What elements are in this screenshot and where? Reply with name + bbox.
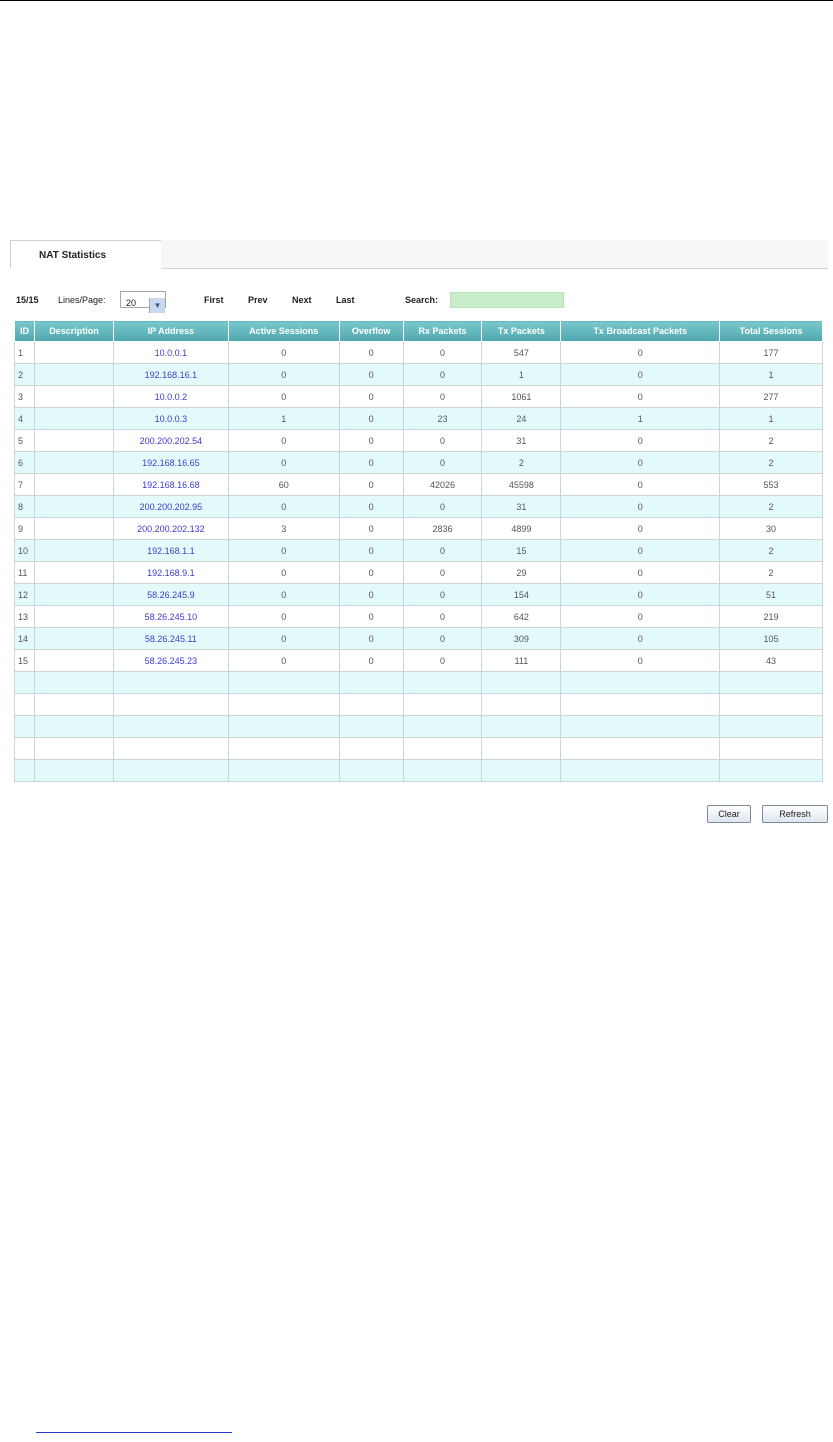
table-row	[15, 518, 823, 540]
table-row	[15, 584, 823, 606]
cell-tx-packets: 29	[482, 562, 561, 584]
cell-tx-broadcast-packets: 0	[561, 540, 720, 562]
cell-tx-broadcast-packets	[561, 694, 720, 716]
cell-tx-broadcast-packets: 0	[561, 496, 720, 518]
cell-tx-broadcast-packets: 0	[561, 606, 720, 628]
cell-tx-packets: 1061	[482, 386, 561, 408]
cell-overflow: 0	[339, 584, 403, 606]
cell-tx-packets: 31	[482, 430, 561, 452]
search-label: Search:	[405, 295, 439, 305]
cell-tx-packets: 4899	[482, 518, 561, 540]
table-row	[15, 540, 823, 562]
cell-rx-packets: 0	[403, 606, 482, 628]
cell-total-sessions: 2	[720, 452, 823, 474]
table-row	[15, 364, 823, 386]
ip-address-link[interactable]: 200.200.202.54	[113, 430, 228, 452]
column-header-tx-packets[interactable]: Tx Packets	[482, 321, 561, 342]
cell-overflow: 0	[339, 518, 403, 540]
cell-total-sessions: 30	[720, 518, 823, 540]
cell-overflow: 0	[339, 562, 403, 584]
column-header-ip-address[interactable]: IP Address	[113, 321, 228, 342]
first-page-link[interactable]: First	[204, 295, 224, 305]
cell-active-sessions: 0	[228, 342, 339, 364]
cell-tx-broadcast-packets: 0	[561, 518, 720, 540]
cell-tx-packets: 111	[482, 650, 561, 672]
cell-id	[15, 694, 35, 716]
cell-total-sessions: 2	[720, 562, 823, 584]
cell-id: 4	[15, 408, 35, 430]
cell-tx-broadcast-packets: 1	[561, 408, 720, 430]
cell-tx-broadcast-packets: 0	[561, 650, 720, 672]
cell-rx-packets: 0	[403, 386, 482, 408]
cell-tx-broadcast-packets: 0	[561, 474, 720, 496]
cell-tx-packets: 1	[482, 364, 561, 386]
cell-overflow: 0	[339, 364, 403, 386]
cell-total-sessions	[720, 716, 823, 738]
cell-tx-packets: 15	[482, 540, 561, 562]
cell-ip-address	[113, 738, 228, 760]
cell-overflow	[339, 694, 403, 716]
cell-id: 14	[15, 628, 35, 650]
cell-total-sessions	[720, 694, 823, 716]
tab-nat-statistics[interactable]: NAT Statistics	[10, 240, 162, 269]
table-row	[15, 694, 823, 716]
cell-overflow	[339, 672, 403, 694]
cell-rx-packets: 0	[403, 430, 482, 452]
table-row	[15, 408, 823, 430]
cell-rx-packets	[403, 716, 482, 738]
ip-address-link[interactable]: 58.26.245.23	[113, 650, 228, 672]
cell-id: 11	[15, 562, 35, 584]
cell-description	[34, 408, 113, 430]
cell-description	[34, 452, 113, 474]
cell-overflow	[339, 760, 403, 782]
table-row	[15, 760, 823, 782]
table-row	[15, 672, 823, 694]
cell-active-sessions	[228, 716, 339, 738]
cell-id: 7	[15, 474, 35, 496]
cell-tx-broadcast-packets: 0	[561, 386, 720, 408]
cell-total-sessions	[720, 738, 823, 760]
cell-id	[15, 672, 35, 694]
cell-tx-broadcast-packets: 0	[561, 628, 720, 650]
cell-description	[34, 364, 113, 386]
cell-active-sessions: 60	[228, 474, 339, 496]
cell-active-sessions: 0	[228, 650, 339, 672]
cell-description	[34, 628, 113, 650]
cell-rx-packets: 42026	[403, 474, 482, 496]
ip-address-link[interactable]: 192.168.9.1	[113, 562, 228, 584]
cell-active-sessions	[228, 694, 339, 716]
cell-active-sessions: 0	[228, 386, 339, 408]
cell-description	[34, 694, 113, 716]
cell-active-sessions: 0	[228, 628, 339, 650]
tab-strip	[161, 240, 828, 268]
cell-id: 8	[15, 496, 35, 518]
ip-address-link[interactable]: 200.200.202.132	[113, 518, 228, 540]
cell-active-sessions: 0	[228, 584, 339, 606]
search-input[interactable]	[450, 292, 564, 308]
cell-active-sessions: 0	[228, 364, 339, 386]
cell-overflow: 0	[339, 496, 403, 518]
cell-total-sessions: 177	[720, 342, 823, 364]
cell-rx-packets	[403, 694, 482, 716]
lines-per-page-value: 20	[126, 298, 137, 308]
ip-address-link[interactable]: 192.168.16.65	[113, 452, 228, 474]
cell-ip-address	[113, 694, 228, 716]
table-row	[15, 452, 823, 474]
column-header-rx-packets[interactable]: Rx Packets	[403, 321, 482, 342]
cell-total-sessions: 2	[720, 496, 823, 518]
cell-total-sessions: 553	[720, 474, 823, 496]
ip-address-link[interactable]: 10.0.0.3	[113, 408, 228, 430]
table-row	[15, 606, 823, 628]
cell-description	[34, 342, 113, 364]
cell-tx-packets	[482, 694, 561, 716]
cell-description	[34, 386, 113, 408]
cell-rx-packets: 0	[403, 584, 482, 606]
cell-active-sessions	[228, 672, 339, 694]
cell-tx-packets: 31	[482, 496, 561, 518]
cell-id	[15, 716, 35, 738]
table-row	[15, 430, 823, 452]
table-row	[15, 716, 823, 738]
ip-address-link[interactable]: 192.168.16.68	[113, 474, 228, 496]
cell-tx-broadcast-packets	[561, 738, 720, 760]
cell-active-sessions	[228, 760, 339, 782]
cell-tx-packets	[482, 672, 561, 694]
cell-rx-packets: 0	[403, 650, 482, 672]
ip-address-link[interactable]: 10.0.0.1	[113, 342, 228, 364]
cell-description	[34, 760, 113, 782]
cell-overflow: 0	[339, 650, 403, 672]
cell-ip-address	[113, 672, 228, 694]
refresh-button[interactable]: Refresh	[762, 805, 828, 823]
cell-total-sessions: 2	[720, 430, 823, 452]
cell-tx-packets	[482, 738, 561, 760]
column-header-tx-broadcast-packets[interactable]: Tx Broadcast Packets	[561, 321, 720, 342]
cell-total-sessions: 1	[720, 408, 823, 430]
prev-page-link[interactable]: Prev	[248, 295, 268, 305]
cell-tx-packets: 2	[482, 452, 561, 474]
cell-rx-packets: 0	[403, 342, 482, 364]
cell-description	[34, 562, 113, 584]
cell-tx-broadcast-packets: 0	[561, 430, 720, 452]
cell-description	[34, 430, 113, 452]
cell-description	[34, 474, 113, 496]
table-header-row	[15, 321, 823, 342]
cell-overflow: 0	[339, 386, 403, 408]
cell-rx-packets: 0	[403, 562, 482, 584]
chevron-down-icon[interactable]: ▼	[149, 298, 165, 313]
cell-id: 9	[15, 518, 35, 540]
cell-active-sessions: 1	[228, 408, 339, 430]
cell-id: 6	[15, 452, 35, 474]
cell-rx-packets	[403, 738, 482, 760]
cell-total-sessions: 43	[720, 650, 823, 672]
ip-address-link[interactable]: 200.200.202.95	[113, 496, 228, 518]
table-row	[15, 496, 823, 518]
cell-overflow: 0	[339, 540, 403, 562]
cell-description	[34, 606, 113, 628]
cell-rx-packets: 23	[403, 408, 482, 430]
cell-total-sessions	[720, 760, 823, 782]
cell-total-sessions	[720, 672, 823, 694]
cell-total-sessions: 1	[720, 364, 823, 386]
table-row	[15, 474, 823, 496]
nat-statistics-panel	[10, 240, 830, 820]
pagination-toolbar	[16, 289, 828, 311]
cell-id: 2	[15, 364, 35, 386]
cell-rx-packets: 0	[403, 496, 482, 518]
table-row	[15, 628, 823, 650]
cell-id: 12	[15, 584, 35, 606]
lines-per-page-select[interactable]	[120, 291, 166, 308]
lines-per-page-label: Lines/Page:	[58, 295, 106, 305]
cell-description	[34, 650, 113, 672]
cell-id: 3	[15, 386, 35, 408]
cell-tx-broadcast-packets	[561, 716, 720, 738]
tab-bar	[10, 240, 828, 269]
cell-rx-packets: 0	[403, 364, 482, 386]
cell-rx-packets: 0	[403, 452, 482, 474]
cell-id: 10	[15, 540, 35, 562]
cell-id: 13	[15, 606, 35, 628]
cell-tx-broadcast-packets	[561, 672, 720, 694]
ip-address-link[interactable]: 10.0.0.2	[113, 386, 228, 408]
table-row	[15, 386, 823, 408]
cell-total-sessions: 277	[720, 386, 823, 408]
cell-total-sessions: 2	[720, 540, 823, 562]
cell-ip-address	[113, 760, 228, 782]
cell-overflow: 0	[339, 474, 403, 496]
cell-tx-packets: 547	[482, 342, 561, 364]
cell-overflow: 0	[339, 408, 403, 430]
cell-id: 15	[15, 650, 35, 672]
cell-active-sessions: 0	[228, 562, 339, 584]
cell-tx-broadcast-packets	[561, 760, 720, 782]
next-page-link[interactable]: Next	[292, 295, 312, 305]
cell-description	[34, 518, 113, 540]
cell-id: 1	[15, 342, 35, 364]
cell-total-sessions: 51	[720, 584, 823, 606]
cell-id: 5	[15, 430, 35, 452]
cell-overflow: 0	[339, 452, 403, 474]
ip-address-link[interactable]: 192.168.16.1	[113, 364, 228, 386]
table-row	[15, 562, 823, 584]
cell-description	[34, 672, 113, 694]
cell-id	[15, 760, 35, 782]
cell-tx-packets: 154	[482, 584, 561, 606]
cell-total-sessions: 219	[720, 606, 823, 628]
cell-tx-packets: 309	[482, 628, 561, 650]
cell-total-sessions: 105	[720, 628, 823, 650]
cell-tx-packets	[482, 760, 561, 782]
ip-address-link[interactable]: 58.26.245.11	[113, 628, 228, 650]
last-page-link[interactable]: Last	[336, 295, 355, 305]
column-header-active-sessions[interactable]: Active Sessions	[228, 321, 339, 342]
clear-button[interactable]: Clear	[707, 805, 751, 823]
ip-address-link[interactable]: 192.168.1.1	[113, 540, 228, 562]
cell-overflow: 0	[339, 430, 403, 452]
table-row	[15, 738, 823, 760]
cell-tx-packets: 24	[482, 408, 561, 430]
cell-tx-broadcast-packets: 0	[561, 342, 720, 364]
ip-address-link[interactable]: 58.26.245.10	[113, 606, 228, 628]
cell-overflow	[339, 738, 403, 760]
cell-rx-packets	[403, 760, 482, 782]
table-row	[15, 650, 823, 672]
cell-active-sessions	[228, 738, 339, 760]
cell-overflow: 0	[339, 628, 403, 650]
cell-tx-packets: 642	[482, 606, 561, 628]
column-header-overflow[interactable]: Overflow	[339, 321, 403, 342]
cell-tx-broadcast-packets: 0	[561, 452, 720, 474]
cell-description	[34, 716, 113, 738]
table-row	[15, 342, 823, 364]
cell-tx-packets	[482, 716, 561, 738]
cell-active-sessions: 0	[228, 606, 339, 628]
cell-rx-packets: 2836	[403, 518, 482, 540]
cell-tx-broadcast-packets: 0	[561, 364, 720, 386]
cell-active-sessions: 0	[228, 540, 339, 562]
cell-active-sessions: 3	[228, 518, 339, 540]
nat-statistics-table	[14, 320, 823, 782]
column-header-total-sessions[interactable]: Total Sessions	[720, 321, 823, 342]
cell-description	[34, 738, 113, 760]
cell-rx-packets: 0	[403, 540, 482, 562]
cell-active-sessions: 0	[228, 496, 339, 518]
cell-tx-broadcast-packets: 0	[561, 562, 720, 584]
column-header-id[interactable]: ID	[15, 321, 35, 342]
cell-description	[34, 540, 113, 562]
cell-active-sessions: 0	[228, 452, 339, 474]
cell-rx-packets: 0	[403, 628, 482, 650]
cell-description	[34, 584, 113, 606]
cell-tx-broadcast-packets: 0	[561, 584, 720, 606]
top-rule	[0, 0, 833, 1]
cell-active-sessions: 0	[228, 430, 339, 452]
cell-tx-packets: 45598	[482, 474, 561, 496]
cell-description	[34, 496, 113, 518]
cell-overflow: 0	[339, 606, 403, 628]
cell-overflow	[339, 716, 403, 738]
ip-address-link[interactable]: 58.26.245.9	[113, 584, 228, 606]
record-count: 15/15	[16, 295, 39, 305]
cell-rx-packets	[403, 672, 482, 694]
column-header-description[interactable]: Description	[34, 321, 113, 342]
cell-ip-address	[113, 716, 228, 738]
footer-link-underline	[36, 1432, 232, 1433]
cell-id	[15, 738, 35, 760]
cell-overflow: 0	[339, 342, 403, 364]
